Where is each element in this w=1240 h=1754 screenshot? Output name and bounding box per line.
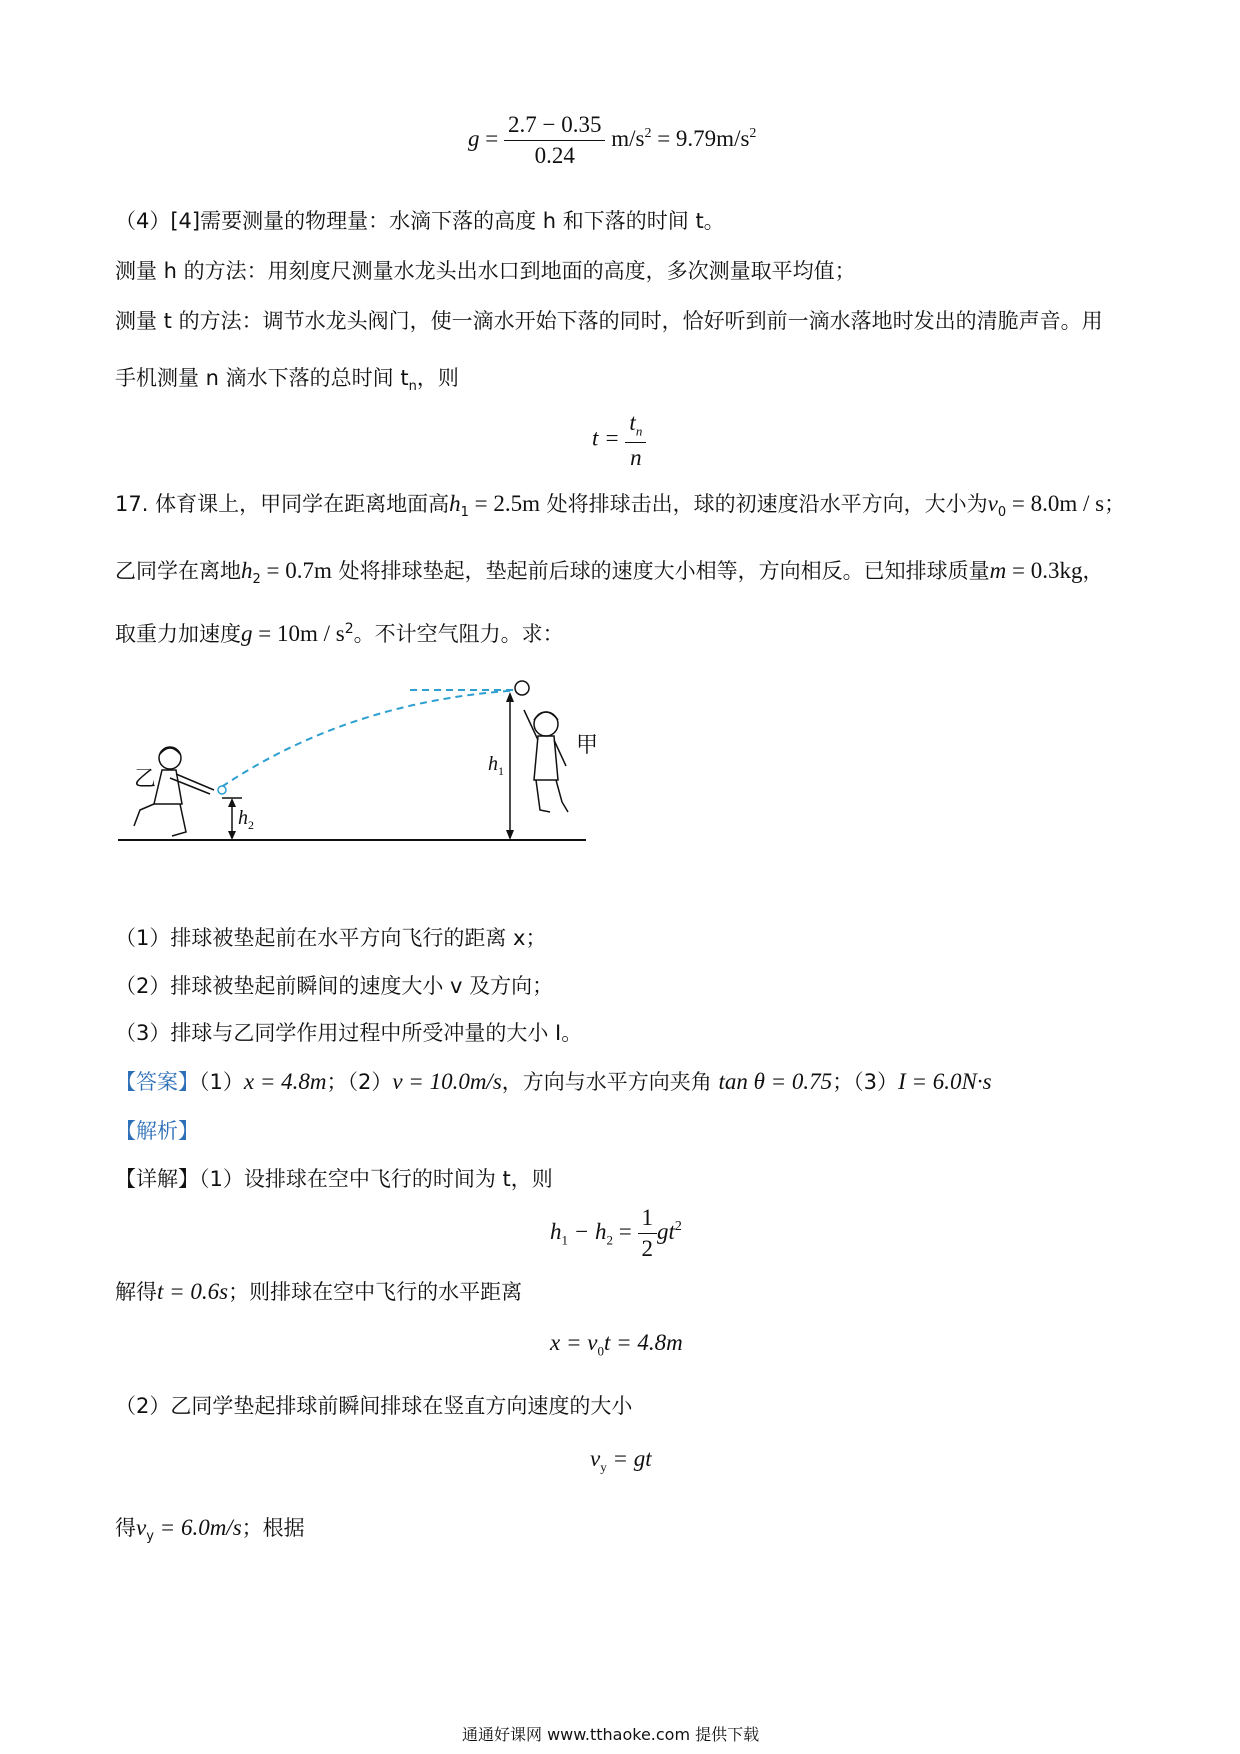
detail-line4 [115,1512,305,1544]
answer-p3: ，方向与水平方向夹角 [501,1070,719,1094]
label-h1: $h_1$ [488,753,504,778]
answer-a1: x = 4.8m [243,1069,327,1094]
eq1-h1: h [550,1218,562,1244]
eq-t-denominator: n [630,444,642,470]
answer-a3: tan θ = 0.75 [718,1069,833,1094]
h2-arrow-bottom [228,831,236,840]
p4-line4-tail: ，则 [416,366,459,390]
answer-p2: ；（2） [326,1070,393,1094]
q17-line1 [115,488,1125,520]
q17-line1a: 17. 体育课上，甲同学在距离地面高 [115,492,450,516]
detail-line2b: ；则排球在空中飞行的水平距离 [228,1280,523,1304]
q17-line2b: 处将排球垫起，垫起前后球的速度大小相等，方向相反。已知排球质量 [331,559,990,583]
q17-line3: 取重力加速度$g = 10m / s^2$。不计空气阻力。求： [115,621,564,646]
detail-line2-eq: t = 0.6s [157,1279,229,1304]
q17-m-val: = 0.3kg [1006,558,1083,583]
detail-tag: 【详解】 [115,1167,199,1191]
q17-h2-val: = 0.7m [260,558,332,583]
detail-line2a: 解得 [115,1280,157,1304]
q17-h2-sub: 2 [252,572,261,588]
q17-v0-val: = 8.0m / s [1006,491,1105,516]
q17-h1-sub: 1 [460,505,469,521]
trajectory-path [220,690,522,788]
q17-line2c: ， [1082,559,1104,583]
detail-line1-text: （1）设排球在空中飞行的时间为 t，则 [199,1167,553,1191]
h1-arrow-bottom [506,830,514,840]
p4-line1: （4）[4]需要测量的物理量：水滴下落的高度 h 和下落的时间 t。 [115,209,725,233]
p4-line4-text: 手机测量 n 滴水下落的总时间 t [115,366,409,390]
sub-question-3: （3）排球与乙同学作用过程中所受冲量的大小 I。 [115,1021,583,1045]
q17-line2 [115,555,1103,587]
detail-eq3 [590,1446,652,1476]
answer-a4: I = 6.0N·s [898,1069,992,1094]
eq3-tail: = gt [606,1446,652,1471]
q17-g-val: = 10m / s [252,621,345,646]
detail-eq2 [550,1330,683,1360]
eq1-h1-sub: 1 [561,1232,568,1248]
detail-line2 [115,1276,522,1306]
detail-line4-eq: v [136,1515,147,1540]
ball-low [218,786,226,794]
answer-line [115,1066,992,1096]
q17-v0: v [987,491,998,516]
sub-question-2: （2）排球被垫起前瞬间的速度大小 v 及方向； [115,974,554,998]
eq-t-num-text: t [629,410,636,435]
eq2-text: x = v [550,1330,598,1355]
eq1-fraction [638,1205,658,1262]
eq-t-lhs: t = [592,425,620,451]
label-yi: 乙 [134,767,157,792]
answer-tag: 【答案】 [115,1070,199,1094]
eq-g-unit: m/s [611,125,645,151]
equation-t [592,410,646,471]
equation-g: g = $\frac{2.7 - 0.35}{0.24}$ $m/s^2 = 9.79m/s^2$ [468,112,757,168]
eq1-rhs: gt [657,1218,675,1244]
eq3-text: v [590,1446,601,1471]
eq1-eq: = [613,1218,638,1244]
p4-line4-sub: n [408,379,417,395]
detail-line4a: 得 [115,1516,136,1540]
q17-h1: h [449,491,461,516]
q17-line3b: 。不计空气阻力。求： [353,622,564,646]
person-jia [524,710,568,812]
answer-p4: ；（3） [832,1070,899,1094]
eq1-h2: − h [568,1218,607,1244]
analysis-tag: 【解析】 [115,1119,199,1143]
footer: 通通好课网 www.tthaoke.com 提供下载 [462,1725,760,1744]
h1-arrow-top [506,692,514,702]
sub-question-1: （1）排球被垫起前在水平方向飞行的距离 x； [115,926,547,950]
p4-line2: 测量 h 的方法：用刻度尺测量水龙头出水口到地面的高度，多次测量取平均值； [115,259,856,283]
eq1-h2-sub: 2 [606,1232,614,1248]
detail-line3: （2）乙同学垫起排球前瞬间排球在竖直方向速度的大小 [115,1394,633,1418]
p4-line4 [115,362,459,394]
q17-v0-sub: 0 [997,505,1007,521]
q17-h2: h [241,558,253,583]
detail-line1 [115,1163,553,1193]
detail-line4b: ；根据 [241,1516,305,1540]
q17-line1c: ； [1104,492,1126,516]
eq3-sub: y [600,1459,607,1475]
label-jia: 甲 [576,733,599,758]
detail-line4-tail: = 6.0m/s [153,1515,242,1540]
eq-t-fraction [625,410,646,471]
q17-line3a: 取重力加速度 [115,622,241,646]
label-h2: $h_2$ [238,807,254,832]
eq-t-numerator [625,410,646,443]
answer-a2: v = 10.0m/s [392,1069,502,1094]
h2-arrow-top [228,798,236,807]
eq2-sub: 0 [597,1343,604,1359]
eq-g-denominator: 0.24 [534,143,575,168]
p4-line3: 测量 t 的方法：调节水龙头阀门，使一滴水开始下落的同时，恰好听到前一滴水落地时发出的清脆声音。用 [115,309,1103,333]
answer-p1: （1） [199,1070,244,1094]
eq-t-num-sub: n [635,423,643,439]
q17-line2a: 乙同学在离地 [115,559,241,583]
ball [515,681,529,695]
eq1-den: 2 [641,1236,654,1261]
detail-eq1: $h_1 - h_2$ = $\frac{1}{2}$ $gt^2$ [550,1205,682,1261]
eq-g-fraction [504,112,605,169]
q17-m: m [989,558,1007,583]
detail-line4-sub: y [146,1529,154,1545]
eq1-num: 1 [638,1205,658,1234]
q17-line1b: 处将排球击出，球的初速度沿水平方向，大小为 [539,492,988,516]
eq-g-lhs: g [468,125,480,151]
eq-g-numerator: 2.7 − 0.35 [504,112,605,141]
eq2-tail: t = 4.8m [603,1330,683,1355]
eq-g-rhs: = 9.79m/s [657,125,750,151]
volleyball-figure [110,670,600,850]
q17-g: g [241,621,253,646]
q17-h1-val: = 2.5m [468,491,540,516]
